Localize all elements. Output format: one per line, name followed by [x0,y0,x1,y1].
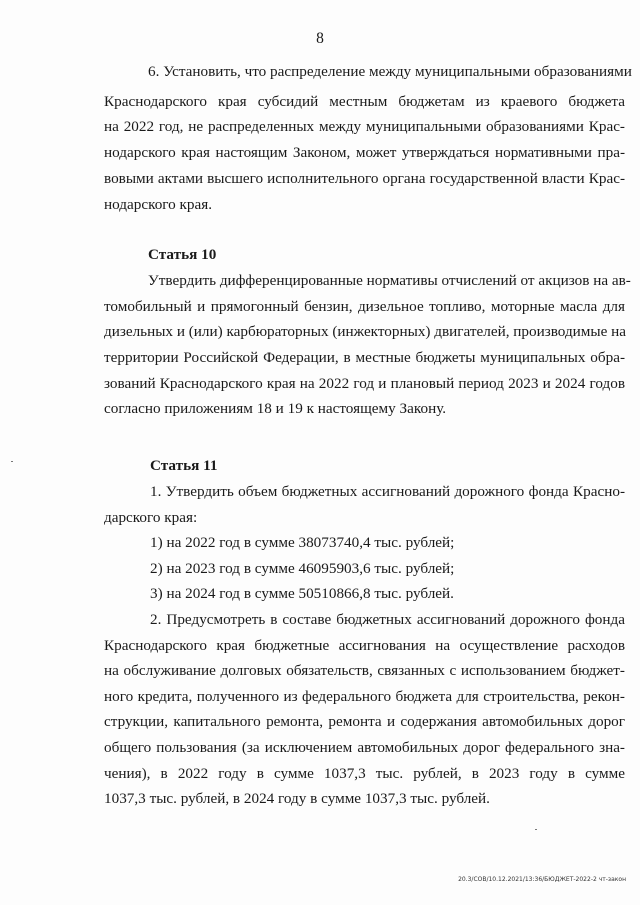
para6-line-2: Краснодарского края субсидий местным бюджетам из краевого бюджета [104,93,625,110]
article-10-line-4: территории Российской Федерации, в местные бюджеты муниципальных обра- [104,349,625,366]
article-11-p2-line-3: на обслуживание долговых обязательств, связанных с использованием бюджет- [104,662,625,679]
document-footer-code: 20.3/СОВ/10.12.2021/13:36/БЮДЖЕТ-2022-2 чт-закон [458,876,626,883]
article-10-line-2: томобильный и прямогонный бензин, дизельное топливо, моторные масла для [104,298,625,315]
page-number: 8 [316,30,324,47]
article-11-item-2: 2) на 2023 год в сумме 46095903,6 тыс. рублей; [150,560,455,577]
article-11-item-3: 3) на 2024 год в сумме 50510866,8 тыс. рублей. [150,585,454,602]
article-11-p2-line-8: 1037,3 тыс. рублей, в 2024 году в сумме 1037,3 тыс. рублей. [104,790,490,807]
article-11-p2-line-5: струкции, капитального ремонта, ремонта и содержания автомобильных дорог [104,713,625,730]
article-11-p1-line-2: дарского края: [104,509,198,526]
para6-line-5: вовыми актами высшего исполнительного органа государственной власти Крас- [104,170,625,187]
para6-line-4: нодарского края настоящим Законом, может утверждаться нормативными пра- [104,144,625,161]
article-10-line-6: согласно приложениям 18 и 19 к настоящему Закону. [104,400,447,417]
article-11-p2-line-2: Краснодарского края бюджетные ассигнования на осуществление расходов [104,637,625,654]
article-10-heading: Статья 10 [148,246,217,263]
article-11-heading: Статья 11 [150,457,218,474]
para6-line-3: на 2022 год, не распределенных между муниципальными образованиями Крас- [104,118,625,135]
article-11-p2-line-1: 2. Предусмотреть в составе бюджетных ассигнований дорожного фонда [150,611,625,628]
scan-speck [535,829,537,830]
scan-speck [11,461,13,462]
article-11-item-1: 1) на 2022 год в сумме 38073740,4 тыс. рублей; [150,534,455,551]
para6-line-6: нодарского края. [104,196,213,213]
article-10-line-5: зований Краснодарского края на 2022 год и плановый период 2023 и 2024 годов [104,375,625,392]
article-11-p2-line-7: чения), в 2022 году в сумме 1037,3 тыс. рублей, в 2023 году в сумме [104,765,625,782]
article-11-p2-line-6: общего пользования (за исключением автомобильных дорог федерального зна- [104,739,625,756]
article-11-p1-line-1: 1. Утвердить объем бюджетных ассигнований дорожного фонда Красно- [150,483,625,500]
article-10-line-1: Утвердить дифференцированные нормативы отчислений от акцизов на ав- [148,272,631,289]
para6-line-1: 6. Установить, что распределение между муниципальными образованиями [148,63,632,80]
article-10-line-3: дизельных и (или) карбюраторных (инжекторных) двигателей, производимые на [104,323,627,340]
article-11-p2-line-4: ного кредита, полученного из федерального бюджета для строительства, рекон- [104,688,625,705]
